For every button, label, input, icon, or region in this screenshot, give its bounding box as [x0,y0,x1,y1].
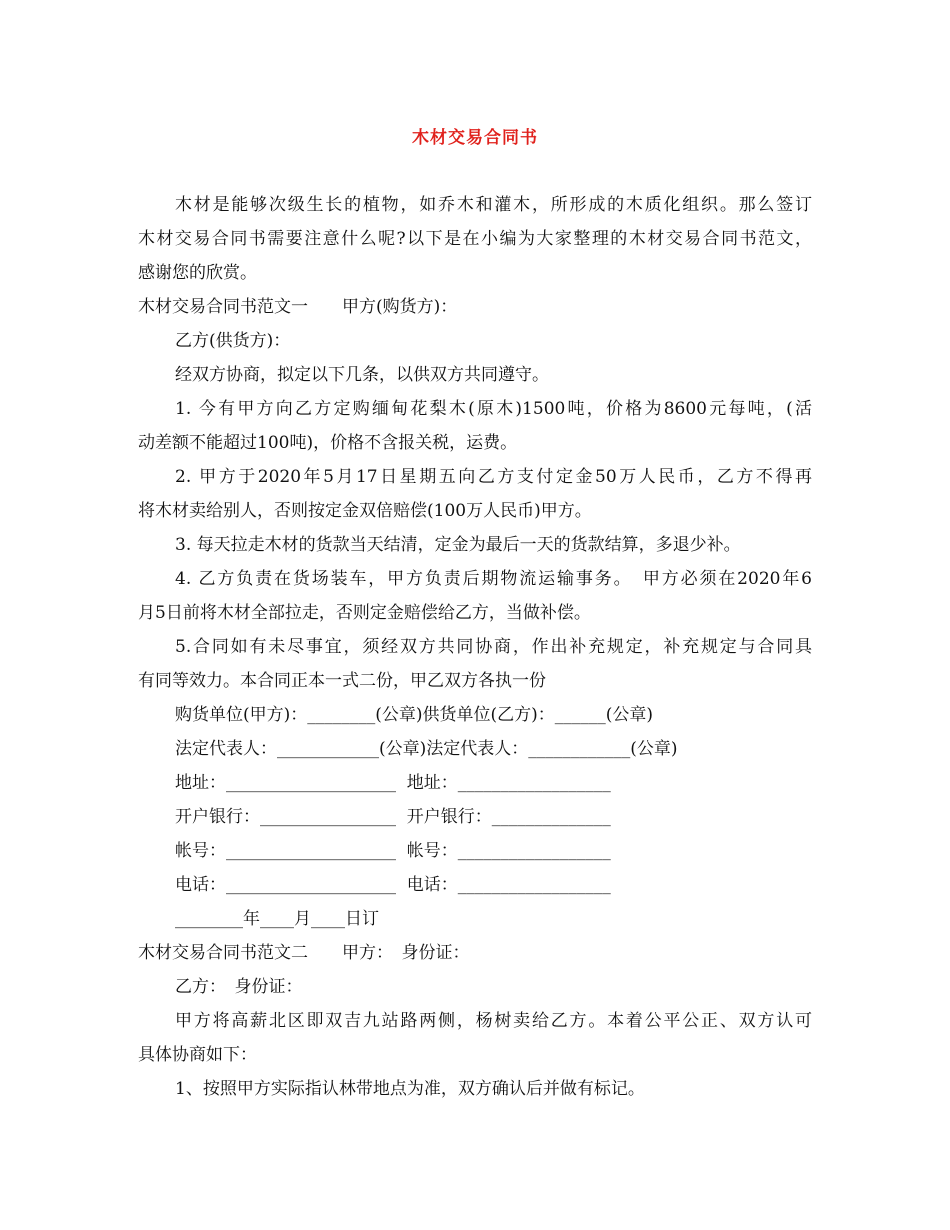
clause-line: 动差额不能超过100吨)，价格不含报关税，运费。 [138,433,518,453]
signature-line: 地址：____________________ 地址：__________________ [175,773,611,793]
agreement-line: 经双方协商，拟定以下几条，以供双方共同遵守。 [175,365,549,385]
clause-line: 将木材卖给别人，否则按定金双倍赔偿(100万人民币)甲方。 [138,501,592,521]
clause-line: 月5日前将木材全部拉走，否则定金赔偿给乙方，当做补偿。 [138,603,591,623]
clause-line: 1. 今有甲方向乙方定购缅甸花梨木(原木)1500吨，价格为8600元每吨，(活 [175,399,812,419]
signature-line: 购货单位(甲方)：________(公章)供货单位(乙方)：______(公章) [175,705,654,725]
clause-line: 1、按照甲方实际指认林带地点为准，双方确认后并做有标记。 [175,1079,645,1099]
party-b-line: 乙方： 身份证： [175,977,303,997]
date-line: ________年____月____日订 [175,909,379,929]
section-heading: 木材交易合同书范文一 甲方(购货方)： [138,297,458,317]
clause-line: 3. 每天拉走木材的货款当天结清，定金为最后一天的货款结算，多退少补。 [175,535,741,555]
section-heading: 木材交易合同书范文二 甲方： 身份证： [138,943,470,963]
paragraph-line: 甲方将高薪北区即双吉九站路两侧，杨树卖给乙方。本着公平公正、双方认可 [175,1011,812,1031]
paragraph-line: 具体协商如下： [138,1045,257,1065]
signature-line: 帐号：____________________ 帐号：__________________ [175,841,611,861]
clause-line: 2. 甲方于2020年5月17日星期五向乙方支付定金50万人民币，乙方不得再 [175,467,812,487]
intro-line: 木材交易合同书需要注意什么呢?以下是在小编为大家整理的木材交易合同书范文， [138,229,812,249]
signature-line: 电话：____________________ 电话：__________________ [175,875,611,895]
party-b-line: 乙方(供货方)： [175,331,291,351]
signature-line: 法定代表人：____________(公章)法定代表人：____________(公章) [175,739,678,759]
intro-line: 木材是能够次级生长的植物，如乔木和灌木，所形成的木质化组织。那么签订 [175,195,812,215]
clause-line: 5.合同如有未尽事宜，须经双方共同协商，作出补充规定，补充规定与合同具 [175,637,812,657]
document-title: 木材交易合同书 [412,128,538,148]
clause-line: 4. 乙方负责在货场装车，甲方负责后期物流运输事务。 甲方必须在2020年6 [175,569,812,589]
clause-line: 有同等效力。本合同正本一式二份，甲乙双方各执一份 [138,671,546,691]
intro-line: 感谢您的欣赏。 [138,263,257,283]
signature-line: 开户银行：________________ 开户银行：______________ [175,807,611,827]
